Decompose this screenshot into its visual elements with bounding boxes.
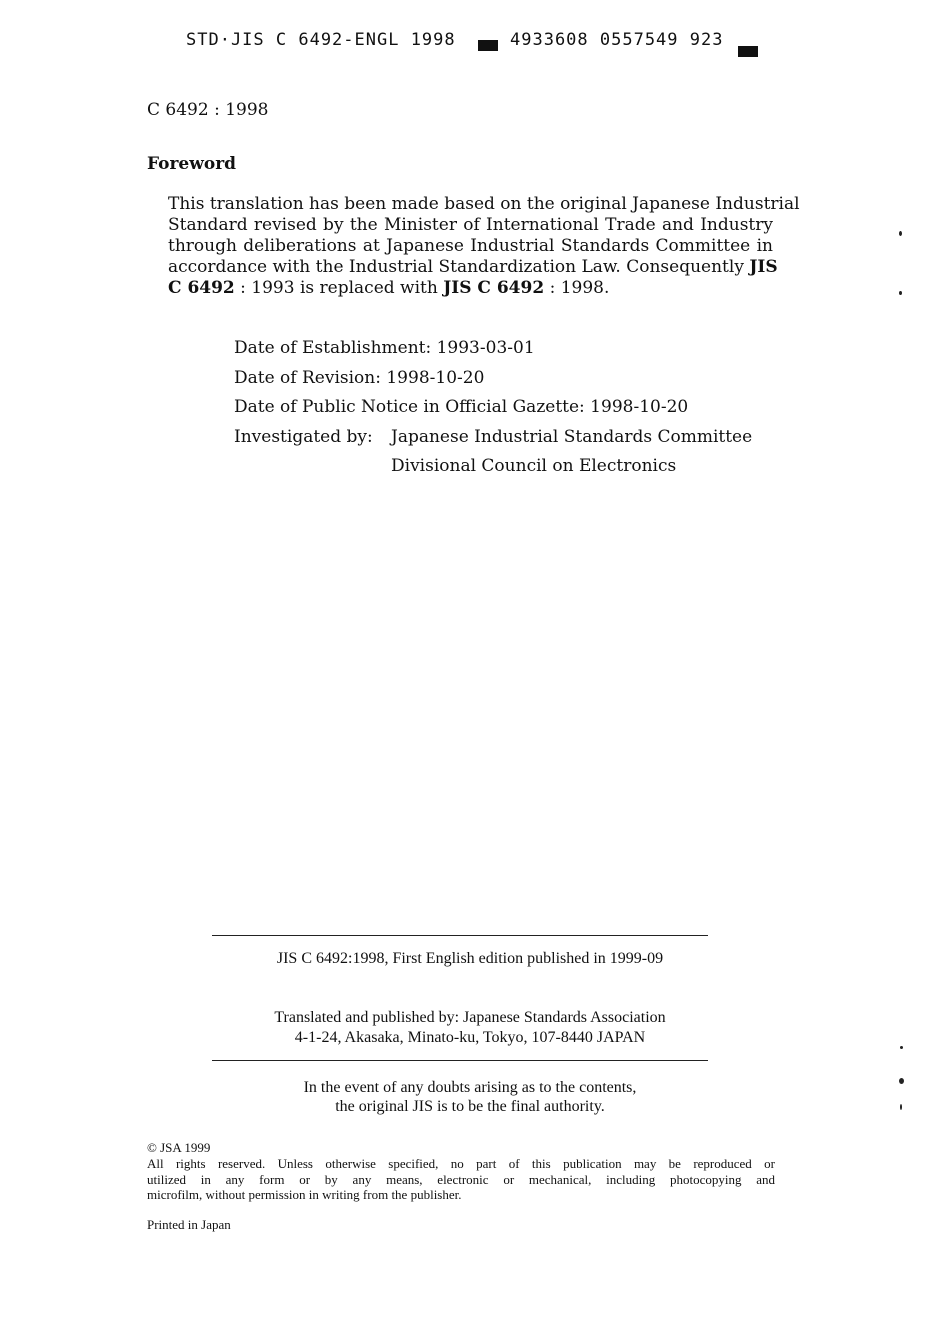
foreword-line-4: accordance with the Industrial Standardization Law. Consequently JIS [168,257,778,277]
investigated-by-committee: Japanese Industrial Standards Committee [391,427,753,447]
copyright-mark: © JSA 1999 [147,1140,211,1155]
investigated-by-council: Divisional Council on Electronics [391,456,677,476]
foreword-paragraph [168,194,800,299]
scan-speck [900,1046,903,1049]
stamp-block-mark [478,40,498,51]
authority-note-line1: In the event of any doubts arising as to the contents, [303,1079,637,1096]
divider-bottom [212,1060,708,1061]
copyright-line: utilized in any form or by any means, electronic or mechanical, including photocopying and [147,1171,775,1187]
foreword-line: Standard revised by the Minister of International Trade and Industry [168,215,773,235]
divider-top [212,935,708,936]
scan-speck [899,291,902,295]
copyright-notice [147,1156,775,1203]
date-of-public-notice: Date of Public Notice in Official Gazette: 1998-10-20 [234,397,689,417]
copyright-line: All rights reserved. Unless otherwise specified, no part of this publication may be reproduced or [147,1156,775,1171]
document-number: C 6492 : 1998 [147,100,269,120]
date-of-establishment: Date of Establishment: 1993-03-01 [234,338,535,358]
scan-speck [899,231,902,236]
header-stamp-right: 4933608 0557549 923 [510,30,724,50]
foreword-line: This translation has been made based on the original Japanese Industrial [168,194,800,214]
scan-speck [899,1078,904,1084]
header-stamp-left: STD·JIS C 6492-ENGL 1998 [186,30,456,50]
edition-note: JIS C 6492:1998, First English edition published in 1999-09 [276,950,664,967]
authority-note-line2: the original JIS is to be the final authority. [335,1098,605,1115]
publisher-address: 4-1-24, Akasaka, Minato-ku, Tokyo, 107-8440 JAPAN [294,1029,646,1046]
investigated-by-label: Investigated by: [234,427,373,447]
stamp-block-mark-end [738,46,758,57]
scan-speck [900,1104,902,1110]
foreword-line-5: C 6492 : 1993 is replaced with JIS C 6492 : 1998. [168,278,610,298]
printed-in: Printed in Japan [147,1217,231,1232]
date-of-revision: Date of Revision: 1998-10-20 [234,368,485,388]
foreword-line: through deliberations at Japanese Industrial Standards Committee in [168,236,773,256]
copyright-line: microfilm, without permission in writing from the publisher. [147,1187,462,1202]
publisher-line: Translated and published by: Japanese Standards Association [274,1009,666,1026]
foreword-heading: Foreword [147,154,237,174]
